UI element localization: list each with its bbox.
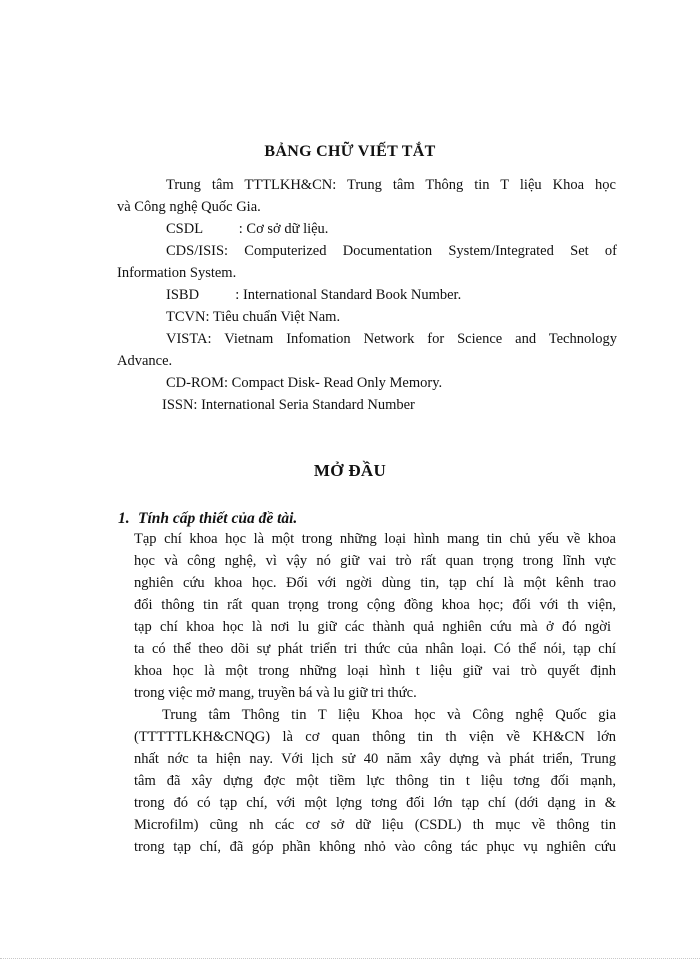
abbreviation-line: và Công nghệ Quốc Gia. <box>117 199 261 215</box>
abbreviations-title: BẢNG CHỮ VIẾT TẮT <box>264 143 436 160</box>
intro-title: MỞ ĐẦU <box>313 461 387 480</box>
abbreviation-line: VISTA: Vietnam Infomation Network for Science and Technology <box>166 331 617 347</box>
paragraph-line: đổi thông tin rất quan trọng trong cộng đồng khoa học; đối với th viện, <box>134 597 616 613</box>
abbreviation-line: CD-ROM: Compact Disk- Read Only Memory. <box>166 375 443 391</box>
section-heading <box>118 510 297 528</box>
abbreviation-line: TCVN: Tiêu chuẩn Việt Nam. <box>166 309 341 325</box>
paragraph-line: Tạp chí khoa học là một trong những loại hình mang tin chủ yếu về khoa <box>134 531 616 547</box>
abbreviation-line: ISBD : International Standard Book Number. <box>166 287 462 303</box>
paragraph-line: khoa học là một trong những loại hình t liệu giữ vai trò quyết định <box>134 663 616 679</box>
abbreviation-line: CDS/ISIS: Computerized Documentation System/Integrated Set of <box>166 243 617 259</box>
paragraph-line: Microfilm) cũng nh các cơ sở dữ liệu (CSDL) th mục về thông tin <box>134 817 616 833</box>
abbreviation-line: Trung tâm TTTLKH&CN: Trung tâm Thông tin T liệu Khoa học <box>166 177 616 193</box>
abbreviation-line: Advance. <box>117 353 173 369</box>
abbreviation-line: Information System. <box>117 265 237 281</box>
section-title: Tính cấp thiết của đề tài. <box>138 510 298 527</box>
section-number: 1. <box>118 510 130 527</box>
abbreviation-line: ISSN: International Seria Standard Number <box>162 397 415 413</box>
paragraph-line: tâm đã xây dựng đợc một tiềm lực thông tin t liệu tơng đối mạnh, <box>134 773 616 789</box>
abbreviation-line: CSDL : Cơ sở dữ liệu. <box>166 221 329 237</box>
paragraph-line: (TTTTTLKH&CNQG) là cơ quan thông tin th viện về KH&CN lớn <box>134 729 616 745</box>
paragraph-line: nhất nớc ta hiện nay. Với lịch sử 40 năm xây dựng và phát triển, Trung <box>134 751 616 767</box>
paragraph-line: trong đó có tạp chí, với một lợng tơng đối lớn tạp chí (dới dạng in & <box>134 795 616 811</box>
paragraph-line: học và công nghệ, vì vậy nó giữ vai trò rất quan trọng trong lĩnh vực <box>134 553 616 569</box>
paragraph-line: trong tạp chí, đã góp phần không nhỏ vào công tác phục vụ nghiên cứu <box>134 839 616 855</box>
paragraph-line: nghiên cứu khoa học. Đối với ngời dùng tin, tạp chí là một kênh trao <box>134 575 616 591</box>
paragraph-line: Trung tâm Thông tin T liệu Khoa học và Công nghệ Quốc gia <box>162 707 616 723</box>
page-bottom-border <box>0 958 700 959</box>
paragraph-line: tạp chí khoa học là nơi lu giữ các thành quả nghiên cứu mà ở đó ngời <box>134 619 611 635</box>
paragraph-line: trong việc mở mang, truyền bá và lu giữ tri thức. <box>134 685 417 701</box>
paragraph-line: ta có thể theo dõi sự phát triển tri thức của nhân loại. Có thể nói, tạp chí <box>134 641 616 657</box>
